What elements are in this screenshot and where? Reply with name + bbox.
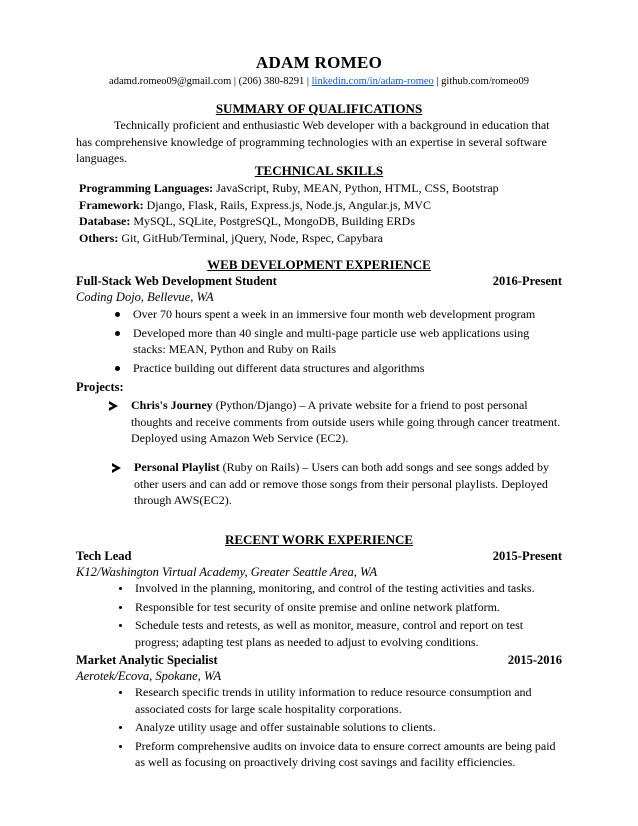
- list-item: Responsible for test security of onsite premise and online network platform.: [115, 599, 560, 616]
- work-heading: RECENT WORK EXPERIENCE: [224, 532, 414, 547]
- list-item: Analyze utility usage and offer sustainable solutions to clients.: [115, 719, 560, 736]
- job-title-text: Tech Lead: [76, 549, 132, 563]
- skill-label: Others:: [79, 230, 119, 245]
- skill-value: JavaScript, Ruby, MEAN, Python, HTML, CSS, Bootstrap: [213, 181, 499, 195]
- work-company: K12/Washington Virtual Academy, Greater Seattle Area, WA: [76, 565, 378, 579]
- project-item: [134, 459, 566, 509]
- skill-label: Database:: [79, 214, 131, 228]
- project-name: Personal Playlist: [134, 460, 220, 474]
- list-item: Involved in the planning, monitoring, and control of the testing activities and tasks.: [115, 580, 560, 597]
- summary-text: Technically proficient and enthusiastic Web developer with a background in education that has comprehensive knowledge of programming technologies with an expertise in several software languages.: [76, 118, 550, 165]
- work-job-title: [76, 549, 562, 564]
- github-text: github.com/romeo09: [441, 76, 529, 87]
- work-company: Aerotek/Ecova, Spokane, WA: [76, 669, 222, 683]
- candidate-name: ADAM ROMEO: [255, 53, 383, 72]
- list-item: Research specific trends in utility information to reduce resource consumption and associated costs for large scale hospitality corporations.: [115, 684, 560, 717]
- separator: |: [304, 76, 312, 87]
- skill-value: MySQL, SQLite, PostgreSQL, MongoDB, Building ERDs: [130, 214, 416, 228]
- list-item: Schedule tests and retests, as well as monitor, measure, control and report on test progress; adapting test plans as needed to adjust to evolving conditions.: [115, 617, 560, 650]
- phone-text: (206) 380-8291: [238, 76, 305, 87]
- projects-label: Projects:: [76, 380, 124, 394]
- skill-label: Programming Languages:: [79, 181, 214, 195]
- work-bullets: [115, 580, 560, 652]
- arrow-bullet-icon: [112, 463, 121, 473]
- project-item: [131, 397, 563, 447]
- skill-row-languages: [79, 180, 499, 197]
- webdev-bullets: [113, 306, 563, 378]
- job-dates: 2015-Present: [492, 549, 562, 563]
- job-title-text: Market Analytic Specialist: [76, 653, 218, 667]
- list-item: Practice building out different data structures and algorithms: [113, 360, 563, 377]
- summary-heading: SUMMARY OF QUALIFICATIONS: [215, 101, 423, 116]
- project-desc: (Python/Django) – A private website for a friend to post personal thoughts and receive comments from outside users while going through cancer treatment. Deployed using Amazon Web Service (EC2).: [131, 398, 561, 445]
- work-bullets: [115, 684, 560, 773]
- list-item: Developed more than 40 single and multi-page particle use web applications using stacks: MEAN, Python and Ruby on Rails: [113, 325, 563, 358]
- skill-row-framework: [79, 197, 499, 214]
- linkedin-link[interactable]: linkedin.com/in/adam-romeo: [311, 76, 434, 87]
- project-desc: (Ruby on Rails) – Users can both add songs and see songs added by other users and can add or remove those songs from their personal playlists. Deployed through AWS(EC2).: [134, 460, 549, 507]
- skills-list: [79, 180, 499, 246]
- skill-label: Framework:: [79, 197, 144, 212]
- skills-heading: TECHNICAL SKILLS: [254, 163, 384, 178]
- webdev-heading: WEB DEVELOPMENT EXPERIENCE: [207, 257, 431, 272]
- work-job-title: [76, 653, 562, 668]
- skill-value: Git, GitHub/Terminal, jQuery, Node, Rspec, Capybara: [118, 230, 383, 245]
- job-title-text: Full-Stack Web Development Student: [76, 274, 277, 288]
- skill-row-others: [79, 230, 499, 247]
- webdev-job-title: [76, 274, 562, 289]
- email-text: adamd.romeo09@gmail.com: [109, 76, 232, 87]
- separator: |: [433, 76, 442, 87]
- contact-line: [0, 76, 638, 87]
- separator: |: [231, 76, 239, 87]
- skill-row-database: [79, 213, 499, 230]
- list-item: Over 70 hours spent a week in an immersive four month web development program: [113, 306, 563, 323]
- skill-value: Django, Flask, Rails, Express.js, Node.js, Angular.js, MVC: [143, 197, 431, 212]
- job-dates: 2016-Present: [492, 274, 562, 288]
- arrow-bullet-icon: [109, 401, 118, 411]
- webdev-company: Coding Dojo, Bellevue, WA: [76, 290, 214, 304]
- project-name: Chris's Journey: [131, 398, 213, 412]
- list-item: Preform comprehensive audits on invoice data to ensure correct amounts are being paid as well as focusing on proactively driving cost savings and facility efficiencies.: [115, 738, 560, 771]
- job-dates: 2015-2016: [507, 653, 562, 667]
